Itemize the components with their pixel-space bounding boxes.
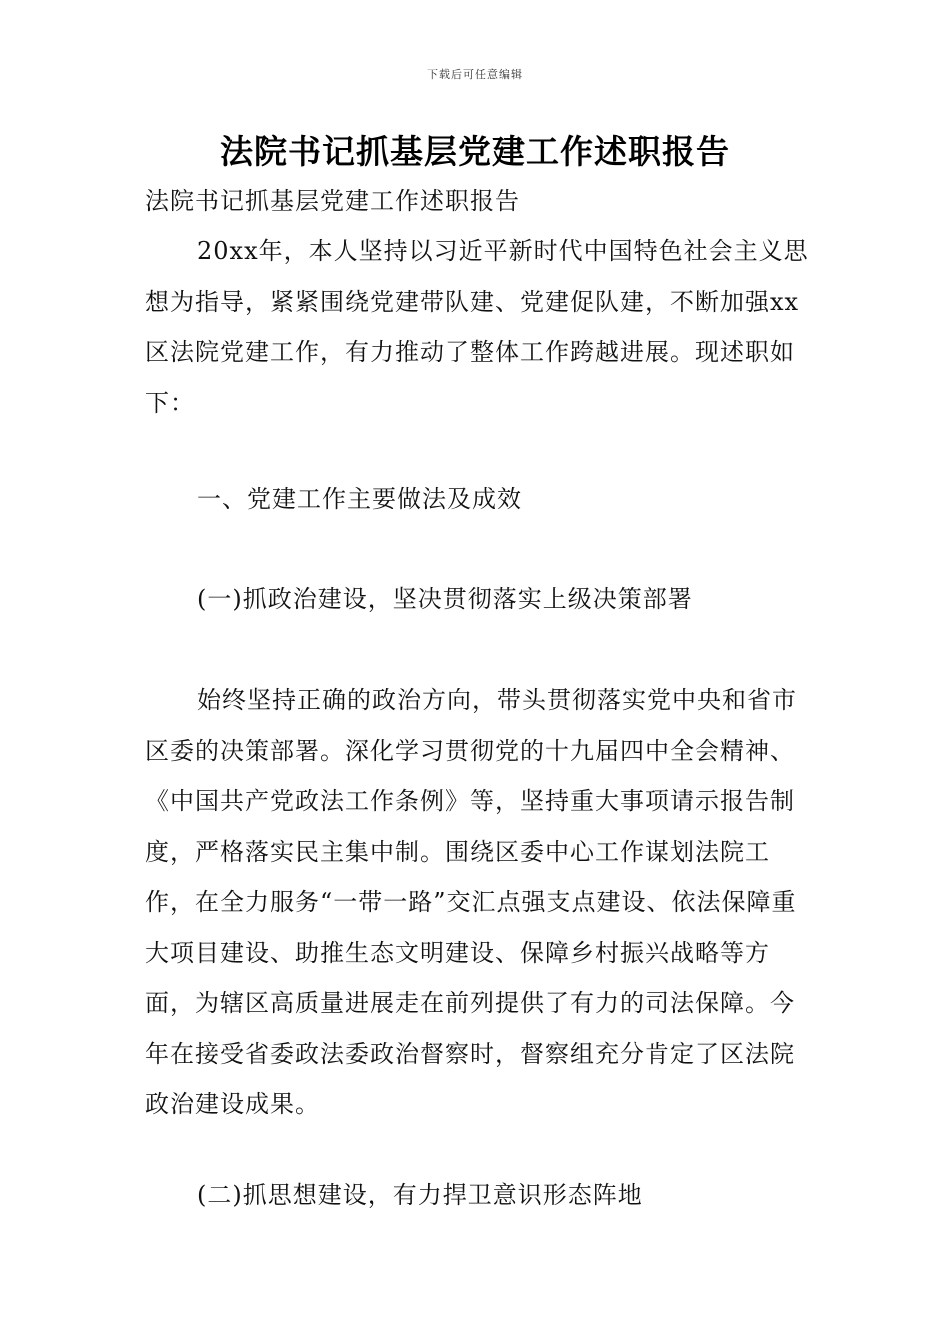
header-note: 下载后可任意编辑 <box>427 68 523 81</box>
intro-paragraph-block <box>145 226 810 428</box>
section-heading-block <box>145 474 810 525</box>
subsection-1-heading: (一)抓政治建设，坚决贯彻落实上级决策部署 <box>197 585 693 613</box>
section-heading: 一、党建工作主要做法及成效 <box>197 485 522 513</box>
intro-paragraph: 20xx年，本人坚持以习近平新时代中国特色社会主义思想为指导，紧紧围绕党建带队建、党建促队建，不断加强xx区法院党建工作，有力推动了整体工作跨越进展。现述职如下： <box>145 237 809 417</box>
document-subtitle: 法院书记抓基层党建工作述职报告 <box>145 187 520 215</box>
subsection-2-heading: (二)抓思想建设，有力捍卫意识形态阵地 <box>197 1181 643 1209</box>
document-subtitle-block <box>145 176 810 227</box>
subsection-1-paragraph: 始终坚持正确的政治方向，带头贯彻落实党中央和省市区委的决策部署。深化学习贯彻党的十九届四中全会精神、《中国共产党政法工作条例》等，坚持重大事项请示报告制度，严格落实民主集中制。围绕区委中心工作谋划法院工作，在全力服务“一带一路”交汇点强支点建设、依法保障重大项目建设、助推生态文明建设、保障乡村振兴战略等方面，为辖区高质量进展走在前列提供了有力的司法保障。今年在接受省委政法委政治督察时，督察组充分肯定了区法院政治建设成果。 <box>145 686 797 1118</box>
subsection-2-heading-block <box>145 1170 810 1221</box>
document-title: 法院书记抓基层党建工作述职报告 <box>220 132 730 171</box>
subsection-1-paragraph-block <box>145 675 810 1130</box>
subsection-1-heading-block <box>145 574 810 625</box>
